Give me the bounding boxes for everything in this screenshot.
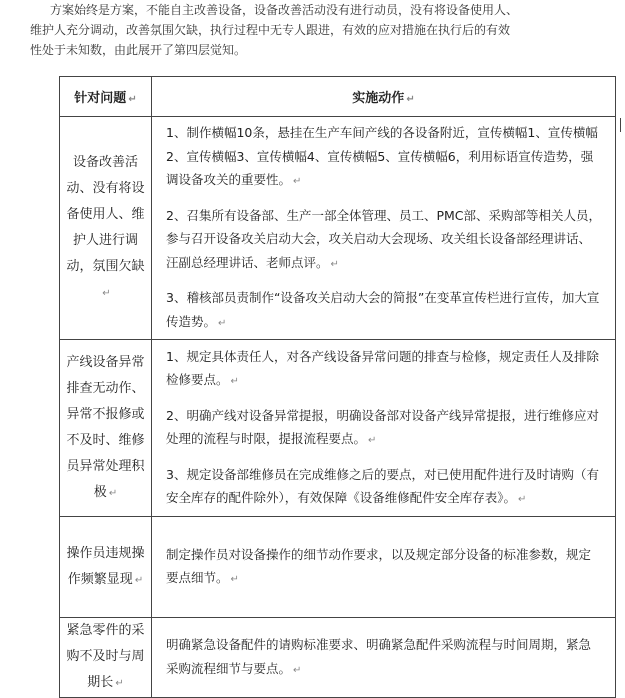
table-header-row	[60, 77, 616, 117]
action-item: 2、召集所有设备部、生产一部全体管理、员工、PMC部、采购部等相关人员，参与召开设备攻关启动大会，攻关启动大会现场、攻关组长设备部经理讲话、汪副总经理讲话、老师点评。 ↵	[166, 207, 602, 270]
header-action: 实施动作 ↵	[152, 77, 616, 117]
intro-line-2: 维护人充分调动，改善氛围欠缺，执行过程中无专人跟进，有效的应对措施在执行后的有效	[30, 23, 511, 37]
table-row	[60, 340, 616, 517]
table-row	[60, 117, 616, 340]
actions-cell	[152, 517, 616, 618]
actions-cell	[152, 117, 616, 340]
actions-cell	[152, 618, 616, 698]
issue-cell: 设备改善活动、没有将设备使用人、维护人进行调动，氛围欠缺↵	[60, 117, 152, 340]
issue-cell: 产线设备异常排查无动作、异常不报修或不及时、维修员异常处理积极 ↵	[60, 340, 152, 517]
intro-line-1: 方案始终是方案，不能自主改善设备，设备改善活动没有进行动员，没有将设备使用人、	[50, 3, 519, 17]
action-item: 1、规定具体责任人，对各产线设备异常问题的排查与检修，规定责任人及排除检修要点。 ↵	[166, 348, 599, 387]
header-issue: 针对问题 ↵	[60, 77, 152, 117]
issue-cell: 操作员违规操作频繁显现 ↵	[60, 517, 152, 618]
action-item: 3、规定设备部维修员在完成维修之后的要点，对已使用配件进行及时请购（有安全库存的配件除外），有效保障《设备维修配件安全库存表》。 ↵	[166, 466, 599, 505]
table-row	[60, 517, 616, 618]
action-item: 1、制作横幅10条，悬挂在生产车间产线的各设备附近，宣传横幅1、宣传横幅2、宣传横幅3、宣传横幅4、宣传横幅5、宣传横幅6，利用标语宣传造势，强调设备攻关的重要性。 ↵	[166, 125, 598, 187]
text-cursor	[620, 118, 621, 132]
actions-cell	[152, 340, 616, 517]
table-row	[60, 618, 616, 698]
issue-cell: 紧急零件的采购不及时与周期长 ↵	[60, 618, 152, 698]
intro-line-3: 性处于未知数，由此展开了第四层觉知。	[30, 43, 247, 57]
action-item: 3、稽核部员责制作“设备攻关启动大会的简报”在变革宣传栏进行宣传，加大宣传造势。 ↵	[166, 290, 600, 329]
action-item: 2、明确产线对设备异常提报，明确设备部对设备产线异常提报，进行维修应对处理的流程与时限，提报流程要点。 ↵	[166, 407, 599, 446]
issue-action-table	[59, 76, 616, 698]
action-item: 明确紧急设备配件的请购标准要求、明确紧急配件采购流程与时间周期，紧急采购流程细节与要点。 ↵	[166, 637, 592, 676]
action-item: 制定操作员对设备操作的细节动作要求，以及规定部分设备的标准参数，规定要点细节。 ↵	[166, 546, 592, 585]
intro-paragraph	[30, 0, 590, 60]
